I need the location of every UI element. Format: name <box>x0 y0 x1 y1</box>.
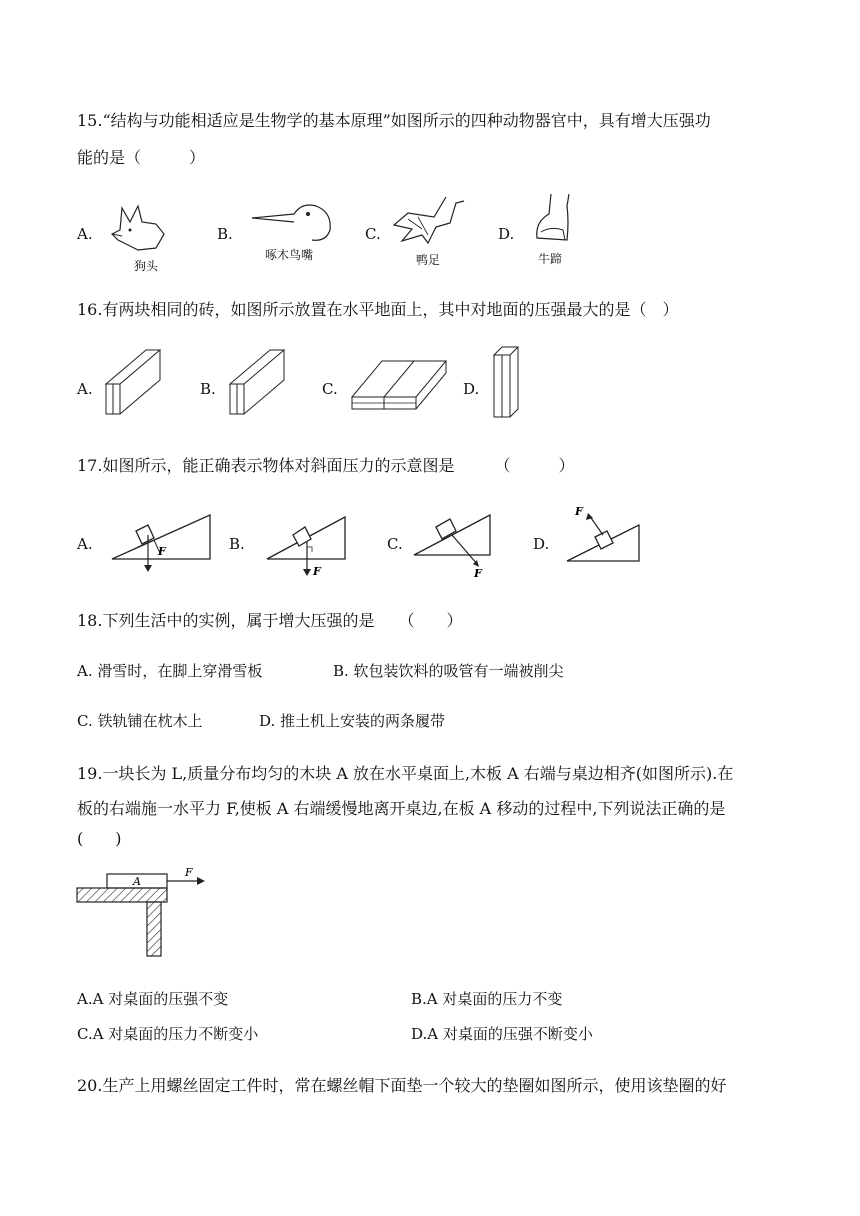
q17-option-b-letter: B. <box>229 535 245 553</box>
q19-stem-line3: ( ) <box>77 829 122 848</box>
incline-force-b-icon <box>265 505 375 580</box>
q15-caption-dog-head: 狗头 <box>134 259 159 273</box>
table-leg <box>147 902 161 956</box>
q17-option-d-letter: D. <box>533 535 550 553</box>
q17-b-force-label: F <box>313 565 321 578</box>
dog-head-icon <box>108 200 170 255</box>
q15-stem-line2: 能的是（ ） <box>77 148 206 167</box>
q19-force-label: F <box>185 866 193 879</box>
q15-option-d-letter: D. <box>498 225 515 243</box>
q15-option-a-letter: A. <box>77 225 93 243</box>
q15-option-b-letter: B. <box>217 225 233 243</box>
q19-stem-line2: 板的右端施一水平力 F,使板 A 右端缓慢地离开桌边,在板 A 移动的过程中,下列说法正确的是 <box>77 799 726 818</box>
brick-stack-side-icon <box>104 348 164 418</box>
q16-option-b-letter: B. <box>200 380 216 398</box>
tabletop <box>77 888 167 902</box>
incline-force-a-icon <box>110 505 220 575</box>
brick-upright-icon <box>490 345 530 421</box>
q19-stem-line1: 19.一块长为 L,质量分布均匀的木块 A 放在水平桌面上,木板 A 右端与桌边相齐(如图所示).在 <box>77 764 734 783</box>
q17-d-force-label: F <box>575 505 583 518</box>
q17-option-c-letter: C. <box>387 535 403 553</box>
brick-flat-icon <box>350 355 450 415</box>
q19-option-c: C.A 对桌面的压力不断变小 <box>77 1025 259 1043</box>
incline-force-d-icon <box>565 505 655 570</box>
duck-foot-icon <box>388 195 468 250</box>
q20-stem: 20.生产上用螺丝固定工件时，常在螺丝帽下面垫一个较大的垫圈如图所示，使用该垫圈的好 <box>77 1076 727 1095</box>
q15-caption-cow-hoof: 牛蹄 <box>538 252 563 266</box>
q18-option-c: C. 铁轨铺在枕木上 <box>77 712 203 730</box>
q15-option-c-letter: C. <box>365 225 381 243</box>
table-block-diagram <box>75 862 225 962</box>
q17-a-force-label: F <box>158 545 166 558</box>
q16-option-a-letter: A. <box>77 380 93 398</box>
q17-stem: 17.如图所示，能正确表示物体对斜面压力的示意图是 （ ） <box>77 456 575 475</box>
incline-force-c-icon <box>412 505 522 580</box>
q16-option-c-letter: C. <box>322 380 338 398</box>
q15-stem-line1: 15.“结构与功能相适应是生物学的基本原理”如图所示的四种动物器官中，具有增大压强功 <box>77 111 711 130</box>
brick-side-by-side-icon <box>228 348 288 418</box>
q17-c-force-label: F <box>474 567 482 580</box>
q19-option-d: D.A 对桌面的压强不断变小 <box>411 1025 593 1043</box>
cow-hoof-icon <box>525 192 585 247</box>
q18-option-b: B. 软包装饮料的吸管有一端被削尖 <box>333 662 564 680</box>
block-a-label: A <box>133 875 141 888</box>
q19-option-a: A.A 对桌面的压强不变 <box>77 990 229 1008</box>
q17-option-a-letter: A. <box>77 535 93 553</box>
q18-option-a: A. 滑雪时，在脚上穿滑雪板 <box>77 662 263 680</box>
q18-option-d: D. 推土机上安装的两条履带 <box>259 712 446 730</box>
q16-stem: 16.有两块相同的砖，如图所示放置在水平地面上，其中对地面的压强最大的是（ ） <box>77 300 679 319</box>
q15-caption-duck-foot: 鸭足 <box>416 253 441 267</box>
woodpecker-beak-icon <box>250 200 340 245</box>
q19-option-b: B.A 对桌面的压力不变 <box>411 990 563 1008</box>
q15-caption-woodpecker: 啄木鸟嘴 <box>265 248 314 262</box>
q16-option-d-letter: D. <box>463 380 480 398</box>
q18-stem: 18.下列生活中的实例，属于增大压强的是 （ ） <box>77 611 463 630</box>
